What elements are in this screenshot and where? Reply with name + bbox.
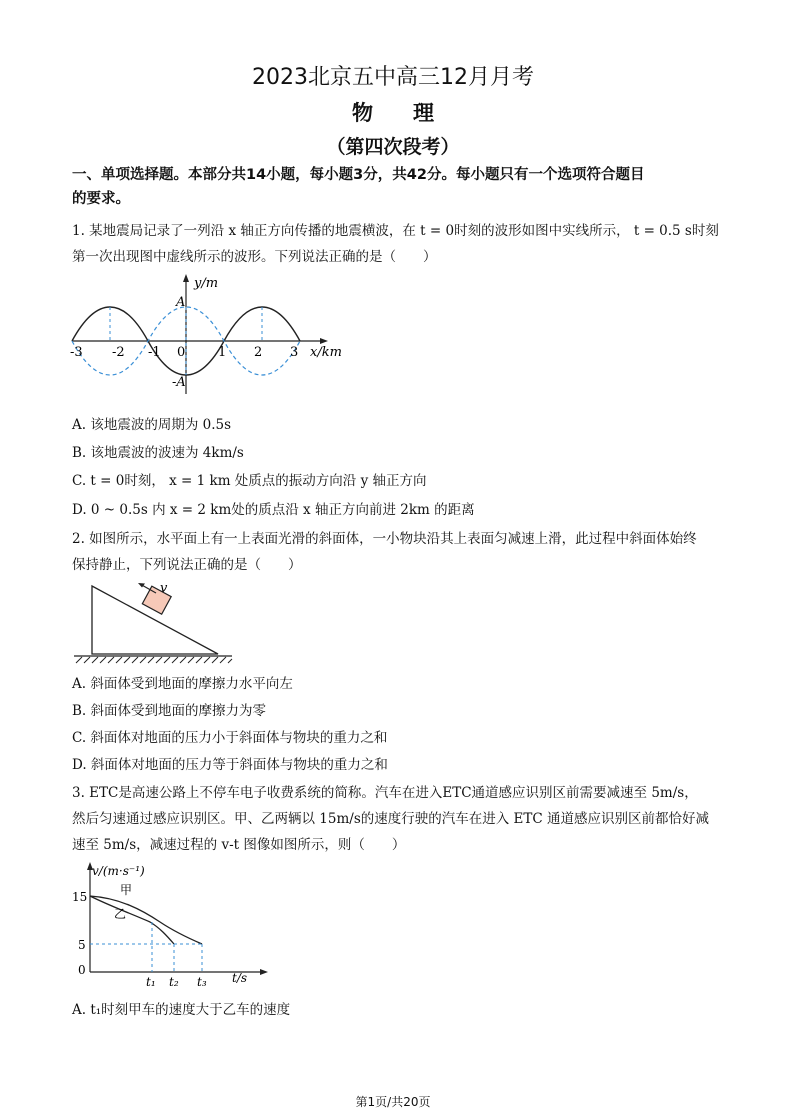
- exam-subtitle: （第四次段考）: [326, 136, 460, 158]
- wave-tick: -2: [112, 345, 125, 360]
- question-3-stem: [72, 780, 732, 858]
- wave-tick: 2: [254, 345, 263, 360]
- wave-tick: 1: [218, 345, 227, 360]
- vt-graph-figure: [70, 860, 270, 990]
- question-1-option-a: A. 该地震波的周期为 0.5s: [72, 417, 232, 433]
- question-1-line1: 1. 某地震局记录了一列沿 x 轴正方向传播的地震横波，在 t = 0时刻的波形如图中实线所示， t = 0.5 s时刻: [72, 223, 719, 239]
- question-2-option-b: B. 斜面体受到地面的摩擦力为零: [72, 703, 267, 719]
- wave-figure: [68, 272, 358, 397]
- question-1-option-c: C. t = 0时刻， x = 1 km 处质点的振动方向沿 y 轴正方向: [72, 473, 427, 489]
- question-1-line2: 第一次出现图中虚线所示的波形。下列说法正确的是（ ）: [72, 249, 437, 265]
- question-2-stem: [72, 526, 732, 578]
- question-1-option-d: D. 0 ~ 0.5s 内 x = 2 km处的质点沿 x 轴正方向前进 2km 的距离: [72, 502, 475, 518]
- vt-t-tick: t₂: [169, 975, 179, 989]
- wave-tick: -1: [148, 345, 161, 360]
- question-2-option-c: C. 斜面体对地面的压力小于斜面体与物块的重力之和: [72, 730, 388, 746]
- question-1-stem: [72, 218, 732, 270]
- wave-tick: 0: [177, 345, 186, 360]
- question-2-option-d: D. 斜面体对地面的压力等于斜面体与物块的重力之和: [72, 757, 388, 773]
- page-number: 第1页/共20页: [355, 1095, 431, 1109]
- wave-x-label: x/km: [310, 345, 342, 360]
- vt-x-label: t/s: [232, 971, 248, 985]
- section-heading-line2: 的要求。: [72, 191, 130, 207]
- velocity-label: v: [160, 581, 168, 596]
- wave-y-label: y/m: [194, 276, 219, 291]
- vt-t-tick: t₃: [197, 975, 207, 989]
- wave-tick: 3: [290, 345, 299, 360]
- subject-title: 物理: [352, 100, 474, 125]
- vt-y-tick: 5: [78, 938, 86, 952]
- exam-title: 2023北京五中高三12月月考: [252, 65, 534, 90]
- question-3-line1: 3. ETC是高速公路上不停车电子收费系统的简称。汽车在进入ETC通道感应识别区前需要减速至 5m/s，: [72, 785, 698, 801]
- question-2-line1: 2. 如图所示，水平面上有一上表面光滑的斜面体，一小物块沿其上表面匀减速上滑，此过程中斜面体始终: [72, 531, 697, 547]
- vt-y-tick: 15: [72, 890, 88, 904]
- question-3-option-a: A. t₁时刻甲车的速度大于乙车的速度: [72, 1002, 291, 1018]
- wave-amp-neg: -A: [172, 375, 186, 390]
- question-3-line2: 然后匀速通过感应识别区。甲、乙两辆以 15m/s的速度行驶的汽车在进入 ETC 通道感应识别区前都恰好减: [72, 811, 710, 827]
- vt-y-tick: 0: [78, 963, 86, 977]
- question-2-option-a: A. 斜面体受到地面的摩擦力水平向左: [72, 676, 293, 692]
- vt-t-tick: t₁: [146, 975, 156, 989]
- wave-amp-pos: A: [176, 295, 186, 310]
- question-3-line3: 速至 5m/s，减速过程的 v-t 图像如图所示，则（ ）: [72, 837, 406, 853]
- wave-tick: -3: [70, 345, 83, 360]
- vt-y-label: v/(m·s⁻¹): [92, 864, 145, 878]
- section-heading-line1: 一、单项选择题。本部分共14小题，每小题3分，共42分。每小题只有一个选项符合题目: [72, 167, 645, 183]
- section-heading: [72, 163, 722, 211]
- vt-car-a-label: 甲: [120, 883, 133, 897]
- question-2-line2: 保持静止，下列说法正确的是（ ）: [72, 557, 302, 573]
- question-1-option-b: B. 该地震波的波速为 4km/s: [72, 445, 244, 461]
- vt-car-b-label: 乙: [114, 907, 127, 921]
- incline-figure: [70, 578, 235, 664]
